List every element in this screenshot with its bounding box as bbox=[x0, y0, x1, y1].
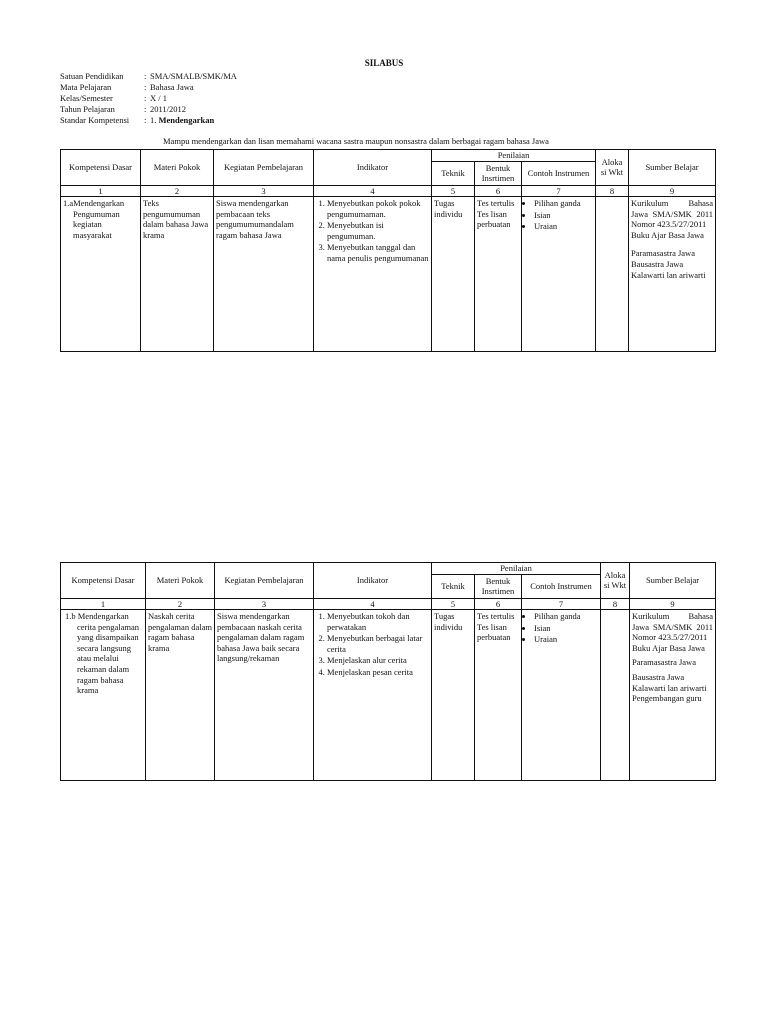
column-number: 1 bbox=[61, 598, 146, 609]
sumber-item: Kurikulum Bahasa Jawa SMA/SMK 2011 Nomor 423.5/27/2011 bbox=[632, 610, 714, 643]
cell-materi: Teks pengumumuman dalam bahasa Jawa krama bbox=[141, 196, 214, 351]
meta-row-standar bbox=[60, 115, 700, 126]
indikator-item: 4. Menjelaskan pesan cerita bbox=[327, 667, 429, 678]
document-meta bbox=[60, 71, 700, 126]
column-number: 9 bbox=[630, 598, 716, 609]
meta-value: X / 1 bbox=[150, 93, 167, 103]
cell-materi: Naskah cerita pengalaman dalam ragam bahasa krama bbox=[146, 609, 215, 780]
meta-label: Tahun Pelajaran bbox=[60, 104, 115, 114]
header-materi-pokok: Materi Pokok bbox=[146, 563, 215, 599]
header-indikator: Indikator bbox=[314, 563, 432, 599]
header-alokasi: Aloka si Wkt bbox=[601, 563, 630, 599]
indikator-item: 2. Menyebutkan berbagai latar cerita bbox=[327, 633, 429, 654]
meta-label: Standar Kompetensi bbox=[60, 115, 130, 125]
bentuk-item: Tes tertulis bbox=[477, 610, 515, 621]
cell-sumber bbox=[629, 196, 716, 351]
cell-kegiatan: Siswa mendengarkan pembacaan teks pengumumumandalam ragam bahasa Jawa bbox=[214, 196, 314, 351]
column-number: 7 bbox=[522, 598, 601, 609]
meta-label: Mata Pelajaran bbox=[60, 82, 112, 92]
header-bentuk: Bentuk Insrtimen bbox=[475, 574, 522, 598]
meta-separator: : bbox=[144, 115, 147, 125]
meta-label: Kelas/Semester bbox=[60, 93, 113, 103]
contoh-item: • Pilihan ganda bbox=[534, 198, 593, 209]
header-bentuk: Bentuk Insrtimen bbox=[475, 161, 522, 185]
header-row bbox=[61, 150, 716, 162]
column-number: 3 bbox=[214, 185, 314, 196]
meta-value bbox=[150, 115, 214, 126]
column-number: 4 bbox=[314, 598, 432, 609]
meta-value: SMA/SMALB/SMK/MA bbox=[150, 71, 237, 81]
syllabus-table-1 bbox=[60, 149, 716, 352]
sumber-item: Bausastra Jawa bbox=[631, 259, 684, 269]
indikator-item: 1. Menyebutkan pokok pokok pengumumaman. bbox=[327, 198, 429, 219]
syllabus-table-2 bbox=[60, 562, 716, 781]
cell-contoh bbox=[522, 609, 601, 780]
cell-teknik: Tugas individu bbox=[432, 196, 475, 351]
column-number: 8 bbox=[596, 185, 629, 196]
contoh-item: • Isian bbox=[534, 623, 598, 634]
header-kegiatan: Kegiatan Pembelajaran bbox=[215, 563, 314, 599]
contoh-item: • Uraian bbox=[534, 634, 598, 645]
column-number: 9 bbox=[629, 185, 716, 196]
meta-row-tahun bbox=[60, 104, 700, 115]
standar-number: 1. bbox=[150, 115, 157, 125]
meta-separator: : bbox=[144, 71, 147, 81]
indikator-item: 1. Menyebutkan tokoh dan perwatakan bbox=[327, 611, 429, 632]
cell-indikator bbox=[314, 196, 432, 351]
sumber-item: Kalawarti lan ariwarti bbox=[632, 682, 707, 693]
meta-row-kelas bbox=[60, 93, 700, 104]
column-number: 5 bbox=[432, 598, 475, 609]
sumber-item: Bausastra Jawa bbox=[632, 672, 685, 682]
column-number: 6 bbox=[475, 598, 522, 609]
meta-separator: : bbox=[144, 104, 147, 114]
cell-sumber bbox=[630, 609, 716, 780]
header-kegiatan: Kegiatan Pembelajaran bbox=[214, 150, 314, 186]
indikator-item: 3. Menyebutkan tanggal dan nama penulis pengumumanan bbox=[327, 242, 429, 263]
indikator-item: 2. Menyebutkan isi pengumuman. bbox=[327, 220, 429, 241]
contoh-item: • Uraian bbox=[534, 221, 593, 232]
cell-bentuk bbox=[475, 196, 522, 351]
header-row bbox=[61, 563, 716, 575]
sumber-item: Kurikulum Bahasa Jawa SMA/SMK 2011 Nomor 423.5/27/2011 bbox=[631, 197, 714, 230]
sumber-item: Paramasastra Jawa bbox=[632, 657, 696, 668]
cell-alokasi bbox=[601, 609, 630, 780]
meta-label: Satuan Pendidikan bbox=[60, 71, 124, 81]
sumber-item: Paramasastra Jawa bbox=[631, 248, 695, 259]
column-number: 5 bbox=[432, 185, 475, 196]
cell-indikator bbox=[314, 609, 432, 780]
column-number: 4 bbox=[314, 185, 432, 196]
column-number: 8 bbox=[601, 598, 630, 609]
header-kompetensi-dasar: Kompetensi Dasar bbox=[61, 563, 146, 599]
sumber-item: Buku Ajar Basa Jawa bbox=[632, 642, 705, 653]
header-teknik: Teknik bbox=[432, 574, 475, 598]
meta-value: 2011/2012 bbox=[150, 104, 187, 114]
header-contoh: Contoh Instrumen bbox=[522, 161, 596, 185]
header-alokasi: Aloka si Wkt bbox=[596, 150, 629, 186]
column-number: 3 bbox=[215, 598, 314, 609]
meta-value: Bahasa Jawa bbox=[150, 82, 194, 92]
column-number: 2 bbox=[146, 598, 215, 609]
header-materi-pokok: Materi Pokok bbox=[141, 150, 214, 186]
indikator-item: 3. Menjelaskan alur cerita bbox=[327, 655, 429, 666]
bentuk-item: Tes tertulis bbox=[477, 197, 515, 208]
sumber-item: Buku Ajar Basa Jawa bbox=[631, 229, 704, 240]
bentuk-item: Tes lisan perbuatan bbox=[477, 621, 511, 643]
contoh-item: • Pilihan ganda bbox=[534, 611, 598, 622]
meta-separator: : bbox=[144, 82, 147, 92]
column-number: 6 bbox=[475, 185, 522, 196]
sumber-item: Kalawarti lan ariwarti bbox=[631, 269, 706, 280]
cell-bentuk bbox=[475, 609, 522, 780]
meta-row-mapel bbox=[60, 82, 700, 93]
standar-value: Mendengarkan bbox=[158, 115, 215, 125]
header-sumber: Sumber Belajar bbox=[630, 563, 716, 599]
column-number: 1 bbox=[61, 185, 141, 196]
cell-alokasi bbox=[596, 196, 629, 351]
meta-separator: : bbox=[144, 93, 147, 103]
cell-kompetensi-dasar: 1.b Mendengarkan cerita pengalaman yang disampaikan secara langsung atau melalui rekaman dalam ragam bahasa krama bbox=[61, 609, 146, 780]
column-number-row bbox=[61, 185, 716, 196]
standar-description: Mampu mendengarkan dan lisan memahami wacana sastra maupun nonsastra dalam berbagai ragam bahasa Jawa bbox=[163, 136, 549, 146]
bentuk-item: Tes lisan perbuatan bbox=[477, 208, 511, 230]
header-teknik: Teknik bbox=[432, 161, 475, 185]
header-kompetensi-dasar: Kompetensi Dasar bbox=[61, 150, 141, 186]
header-indikator: Indikator bbox=[314, 150, 432, 186]
contoh-item: • Isian bbox=[534, 210, 593, 221]
column-number: 7 bbox=[522, 185, 596, 196]
header-sumber: Sumber Belajar bbox=[629, 150, 716, 186]
cell-kompetensi-dasar: 1.aMendengarkan Pengumuman kegiatan masyarakat bbox=[61, 196, 141, 351]
document-title: SILABUS bbox=[364, 58, 404, 68]
header-penilaian: Penilaian bbox=[432, 150, 596, 162]
sumber-item: Pengembangan guru bbox=[632, 693, 702, 704]
cell-kegiatan: Siswa mendengarkan pembacaan naskah cerita pengalaman dalam ragam bahasa Jawa baik secara langsung/rekaman bbox=[215, 609, 314, 780]
cell-contoh bbox=[522, 196, 596, 351]
column-number: 2 bbox=[141, 185, 214, 196]
header-contoh: Contoh Instrumen bbox=[522, 574, 601, 598]
cell-teknik: Tugas individu bbox=[432, 609, 475, 780]
table-row bbox=[61, 196, 716, 351]
meta-row-satuan bbox=[60, 71, 700, 82]
column-number-row bbox=[61, 598, 716, 609]
header-penilaian: Penilaian bbox=[432, 563, 601, 575]
table-row bbox=[61, 609, 716, 780]
